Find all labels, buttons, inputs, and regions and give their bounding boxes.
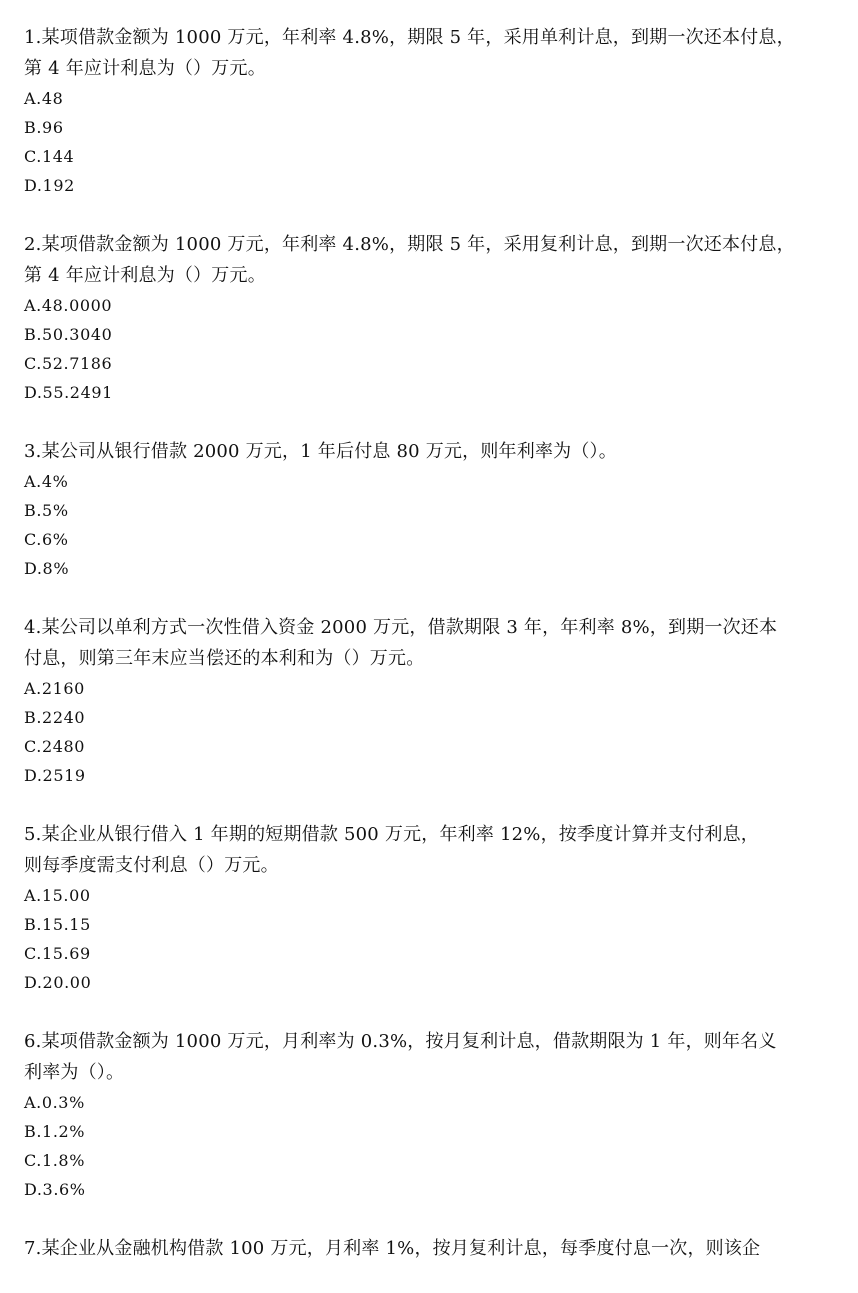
answer-option: B.1.2%: [24, 1122, 86, 1141]
question-stem-line: 利率为（）。: [24, 1062, 125, 1083]
answer-option: C.6%: [24, 530, 69, 549]
answer-option: C.52.7186: [24, 354, 113, 373]
question-3: [24, 436, 824, 583]
answer-option: D.55.2491: [24, 383, 113, 402]
question-2: [24, 229, 824, 407]
answer-option: A.2160: [24, 679, 85, 698]
answer-option: A.48.0000: [24, 296, 113, 315]
answer-option: C.15.69: [24, 944, 91, 963]
answer-option: D.8%: [24, 559, 70, 578]
answer-option: B.50.3040: [24, 325, 113, 344]
question-stem-line: 第 4 年应计利息为（）万元。: [24, 58, 266, 79]
answer-option: B.96: [24, 118, 64, 137]
question-list: [24, 22, 824, 1293]
answer-option: A.48: [24, 89, 64, 108]
question-stem-line: 7.某企业从金融机构借款 100 万元，月利率 1%，按月复利计息，每季度付息一次，则该企: [24, 1238, 761, 1259]
answer-option: D.2519: [24, 766, 86, 785]
answer-option: D.3.6%: [24, 1180, 86, 1199]
question-stem-line: 2.某项借款金额为 1000 万元，年利率 4.8%，期限 5 年，采用复利计息，到期一次还本付息，: [24, 234, 795, 255]
question-stem-line: 5.某企业从银行借入 1 年期的短期借款 500 万元，年利率 12%，按季度计算并支付利息，: [24, 824, 759, 845]
question-7: [24, 1233, 824, 1264]
answer-option: B.15.15: [24, 915, 91, 934]
answer-option: C.2480: [24, 737, 86, 756]
question-5: [24, 819, 824, 997]
question-stem-line: 4.某公司以单利方式一次性借入资金 2000 万元，借款期限 3 年，年利率 8%，到期一次还本: [24, 617, 778, 638]
answer-option: C.1.8%: [24, 1151, 86, 1170]
question-stem-line: 3.某公司从银行借款 2000 万元，1 年后付息 80 万元，则年利率为（）。: [24, 441, 617, 462]
answer-option: C.144: [24, 147, 75, 166]
answer-option: B.5%: [24, 501, 69, 520]
question-stem-line: 1.某项借款金额为 1000 万元，年利率 4.8%，期限 5 年，采用单利计息，到期一次还本付息，: [24, 27, 795, 48]
answer-option: A.15.00: [24, 886, 91, 905]
question-stem-line: 第 4 年应计利息为（）万元。: [24, 265, 266, 286]
question-stem-line: 则每季度需支付利息（）万元。: [24, 855, 279, 876]
question-stem-line: 6.某项借款金额为 1000 万元，月利率为 0.3%，按月复利计息，借款期限为 1 年，则年名义: [24, 1031, 777, 1052]
answer-option: D.20.00: [24, 973, 92, 992]
question-4: [24, 612, 824, 790]
question-1: [24, 22, 824, 200]
answer-option: A.4%: [24, 472, 69, 491]
question-stem-line: 付息，则第三年末应当偿还的本利和为（）万元。: [24, 648, 425, 669]
answer-option: B.2240: [24, 708, 86, 727]
answer-option: A.0.3%: [24, 1093, 85, 1112]
answer-option: D.192: [24, 176, 75, 195]
question-6: [24, 1026, 824, 1204]
